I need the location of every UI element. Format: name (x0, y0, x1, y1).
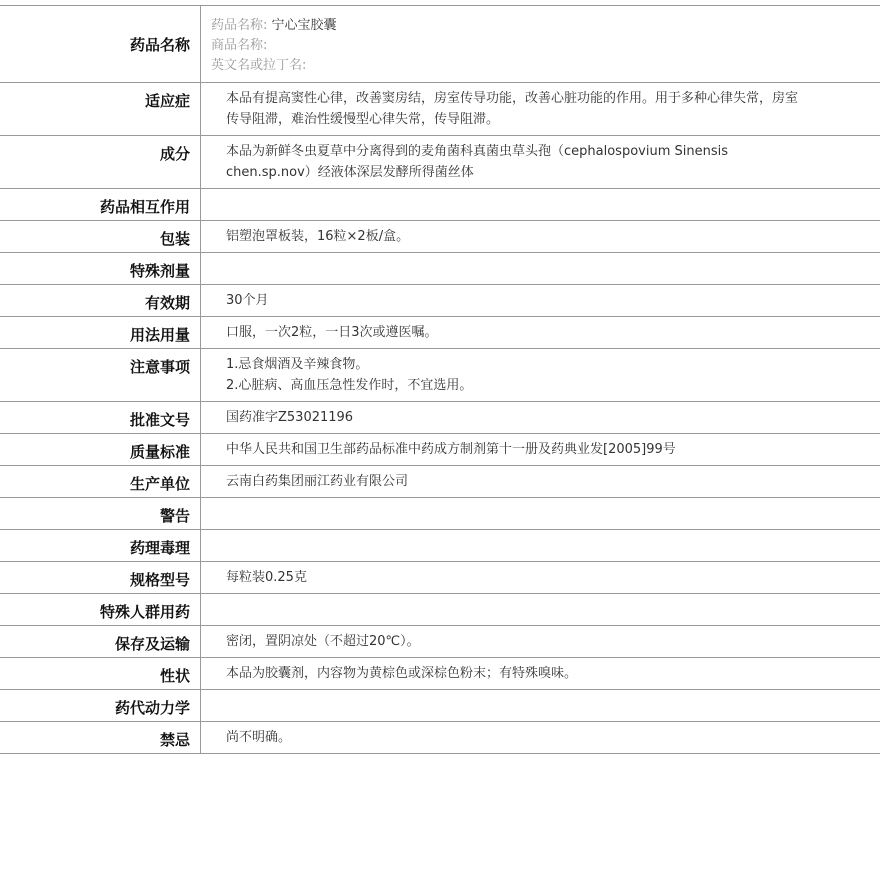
table-row (0, 658, 880, 690)
row-value-cell (201, 530, 880, 562)
row-label-cell (0, 83, 201, 136)
row-label: 特殊剂量 (129, 262, 190, 280)
row-value-cell (201, 690, 880, 722)
row-value: 1.忌食烟酒及辛辣食物。 2.心脏病、高血压急性发作时，不宜选用。 (226, 357, 473, 393)
row-label: 性状 (159, 667, 190, 685)
row-value: 每粒装0.25克 (226, 570, 307, 585)
row-value-cell (201, 253, 880, 285)
row-value-cell (201, 434, 880, 466)
row-value-cell (201, 83, 880, 136)
row-label: 包装 (159, 230, 190, 248)
row-label: 成分 (159, 145, 190, 163)
row-label: 批准文号 (129, 411, 190, 429)
table-row (0, 189, 880, 221)
row-value (201, 690, 880, 700)
row-label-cell (0, 626, 201, 658)
row-value: 铝塑泡罩板装，16粒×2板/盒。 (226, 229, 410, 244)
row-value: 本品有提高窦性心律，改善窦房结，房室传导功能，改善心脏功能的作用。用于多种心律失常，房室传导阻滞，难治性缓慢型心律失常，传导阻滞。 (226, 91, 799, 127)
row-value: 国药准字Z53021196 (226, 410, 354, 425)
row-label: 用法用量 (129, 326, 190, 344)
row-value-cell (201, 317, 880, 349)
row-value-cell (201, 562, 880, 594)
generic-name-value: 宁心宝胶囊 (271, 18, 337, 33)
row-value-cell (201, 466, 880, 498)
row-label-cell (0, 466, 201, 498)
row-value: 30个月 (226, 293, 269, 308)
row-value-cell (201, 594, 880, 626)
row-label-cell (0, 317, 201, 349)
row-label: 禁忌 (159, 731, 190, 749)
row-label: 特殊人群用药 (99, 603, 190, 621)
row-value: 口服，一次2粒，一日3次或遵医嘱。 (226, 325, 438, 340)
row-label: 规格型号 (129, 571, 190, 589)
row-label-cell (0, 253, 201, 285)
row-value: 本品为胶囊剂，内容物为黄棕色或深棕色粉末；有特殊嗅味。 (226, 666, 578, 681)
table-row (0, 530, 880, 562)
row-label: 生产单位 (129, 475, 190, 493)
table-row (0, 562, 880, 594)
row-value-cell (201, 722, 880, 754)
row-label-cell (0, 562, 201, 594)
table-row (0, 221, 880, 253)
row-label: 注意事项 (129, 358, 190, 376)
table-row (0, 317, 880, 349)
table-row (0, 434, 880, 466)
row-label-cell (0, 434, 201, 466)
row-label-cell (0, 285, 201, 317)
table-row-name (0, 6, 880, 83)
row-label-cell (0, 402, 201, 434)
row-value-cell (201, 221, 880, 253)
row-value (201, 530, 880, 540)
row-label-cell (0, 690, 201, 722)
row-label-cell (0, 530, 201, 562)
english-name-line (211, 56, 870, 76)
row-label-cell (0, 221, 201, 253)
row-value (201, 498, 880, 508)
row-value: 本品为新鲜冬虫夏草中分离得到的麦角菌科真菌虫草头孢（cephalospovium Sinensis chen.sp.nov）经液体深层发酵所得菌丝体 (226, 144, 728, 180)
row-label-cell (0, 189, 201, 221)
row-value-cell (201, 285, 880, 317)
row-label-cell (0, 349, 201, 402)
row-label: 适应症 (144, 92, 190, 110)
row-value-cell (201, 402, 880, 434)
row-label: 药品名称 (129, 36, 190, 54)
row-label-cell (0, 594, 201, 626)
row-label-cell (0, 498, 201, 530)
row-label: 药品相互作用 (99, 198, 190, 216)
row-label-cell (0, 6, 201, 83)
row-label-cell (0, 658, 201, 690)
table-row (0, 402, 880, 434)
generic-name-line (211, 16, 870, 36)
table-row (0, 285, 880, 317)
row-label: 保存及运输 (114, 635, 190, 653)
trade-name-line (211, 36, 870, 56)
row-label: 质量标准 (129, 443, 190, 461)
drug-info-table (0, 5, 880, 754)
row-label: 警告 (159, 507, 190, 525)
row-value-cell (201, 136, 880, 189)
row-value (201, 594, 880, 604)
table-row (0, 83, 880, 136)
row-value-cell (201, 658, 880, 690)
table-row (0, 349, 880, 402)
row-value: 云南白药集团丽江药业有限公司 (226, 474, 409, 489)
trade-name-key: 商品名称: (211, 38, 268, 53)
generic-name-key: 药品名称: (211, 18, 268, 33)
english-name-key: 英文名或拉丁名: (211, 58, 307, 73)
table-row (0, 722, 880, 754)
table-row (0, 466, 880, 498)
row-label: 有效期 (144, 294, 190, 312)
row-label-cell (0, 136, 201, 189)
row-value: 尚不明确。 (226, 730, 292, 745)
row-value-cell (201, 349, 880, 402)
row-value-cell (201, 626, 880, 658)
row-label-cell (0, 722, 201, 754)
table-row (0, 253, 880, 285)
row-value: 中华人民共和国卫生部药品标准中药成方制剂第十一册及药典业发[2005]99号 (226, 442, 676, 457)
row-value-cell (201, 6, 880, 83)
row-value-cell (201, 189, 880, 221)
row-value (201, 189, 880, 199)
row-value: 密闭，置阴凉处（不超过20℃）。 (226, 634, 420, 649)
table-row (0, 626, 880, 658)
row-value-cell (201, 498, 880, 530)
row-label: 药理毒理 (129, 539, 190, 557)
table-row (0, 690, 880, 722)
table-row (0, 136, 880, 189)
table-row (0, 594, 880, 626)
row-value (201, 253, 880, 263)
table-row (0, 498, 880, 530)
row-label: 药代动力学 (114, 699, 190, 717)
